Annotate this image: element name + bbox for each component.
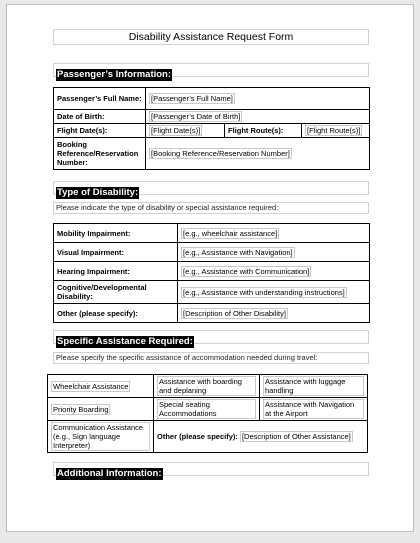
communication-assistance-option[interactable] xyxy=(48,421,154,453)
mobility-placeholder: [e.g., wheelchair assistance] xyxy=(183,228,278,238)
hearing-label: Hearing Impairment: xyxy=(54,262,178,281)
special-seating-option[interactable] xyxy=(154,398,260,421)
luggage-assistance-text: Assistance with luggage handling xyxy=(263,376,364,396)
full-name-field[interactable] xyxy=(146,88,370,110)
section-header-disability-label: Type of Disability: xyxy=(57,187,139,198)
passenger-info-table xyxy=(53,87,370,170)
section-header-specific-label: Specific Assistance Required: xyxy=(57,336,193,347)
section-header-specific xyxy=(53,330,369,347)
boarding-assistance-text: Assistance with boarding and deplaning xyxy=(157,376,256,396)
dob-field[interactable] xyxy=(146,110,370,124)
cognitive-field[interactable] xyxy=(178,281,370,304)
section-header-passenger-label: Passenger’s Information: xyxy=(57,69,172,80)
visual-placeholder: [e.g., Assistance with Navigation] xyxy=(183,247,293,257)
hearing-placeholder: [e.g., Assistance with Communication] xyxy=(183,266,310,276)
flight-dates-field[interactable] xyxy=(146,124,225,138)
airport-navigation-text: Assistance with Navigation at the Airport xyxy=(263,399,364,419)
disability-table xyxy=(53,223,370,323)
cognitive-label: Cognitive/Developmental Disability: xyxy=(54,281,178,304)
disability-instructions: Please indicate the type of disability or special assistance required: xyxy=(53,202,369,214)
mobility-label: Mobility Impairment: xyxy=(54,224,178,243)
priority-boarding-text: Priority Boarding xyxy=(53,404,109,414)
section-header-disability xyxy=(53,181,369,198)
flight-route-field[interactable] xyxy=(302,124,370,138)
other-disability-placeholder: [Description of Other Disability] xyxy=(183,308,286,318)
document-page xyxy=(6,4,414,532)
section-header-passenger xyxy=(53,63,369,80)
other-disability-label: Other (please specify): xyxy=(54,304,178,323)
flight-route-label: Flight Route(s): xyxy=(225,124,302,138)
visual-field[interactable] xyxy=(178,243,370,262)
flight-dates-label: Flight Date(s): xyxy=(54,124,146,138)
other-disability-field[interactable] xyxy=(178,304,370,323)
dob-label: Date of Birth: xyxy=(54,110,146,124)
section-header-additional xyxy=(53,462,369,479)
other-assistance-label: Other (please specify): xyxy=(157,432,238,441)
other-assistance-placeholder: [Description of Other Assistance] xyxy=(241,432,351,441)
assistance-table xyxy=(47,374,368,453)
wheelchair-assistance-text: Wheelchair Assistance xyxy=(53,381,129,391)
specific-instructions: Please specify the specific assistance of accommodation needed during travel: xyxy=(53,352,369,364)
mobility-field[interactable] xyxy=(178,224,370,243)
visual-label: Visual Impairment: xyxy=(54,243,178,262)
other-assistance-field[interactable] xyxy=(154,421,368,453)
dob-placeholder: [Passenger’s Date of Birth] xyxy=(151,112,241,121)
booking-label: Booking Reference/Reservation Number: xyxy=(54,138,146,170)
special-seating-text: Special seating Accommodations xyxy=(157,399,256,419)
priority-boarding-option[interactable] xyxy=(48,398,154,421)
airport-navigation-option[interactable] xyxy=(260,398,368,421)
cognitive-placeholder: [e.g., Assistance with understanding instructions] xyxy=(183,287,345,297)
hearing-field[interactable] xyxy=(178,262,370,281)
flight-route-placeholder: [Flight Route(s)] xyxy=(307,126,361,135)
full-name-label: Passenger’s Full Name: xyxy=(54,88,146,110)
booking-field[interactable] xyxy=(146,138,370,170)
section-header-additional-label: Additional Information: xyxy=(57,468,162,479)
flight-dates-placeholder: [Flight Date(s)] xyxy=(151,126,201,135)
booking-placeholder: [Booking Reference/Reservation Number] xyxy=(151,149,290,158)
boarding-assistance-option[interactable] xyxy=(154,375,260,398)
form-title: Disability Assistance Request Form xyxy=(53,29,369,45)
luggage-assistance-option[interactable] xyxy=(260,375,368,398)
communication-assistance-text: Communication Assistance (e.g., Sign language Interpreter) xyxy=(51,422,150,451)
full-name-placeholder: [Passenger’s Full Name] xyxy=(151,94,233,103)
wheelchair-assistance-option[interactable] xyxy=(48,375,154,398)
